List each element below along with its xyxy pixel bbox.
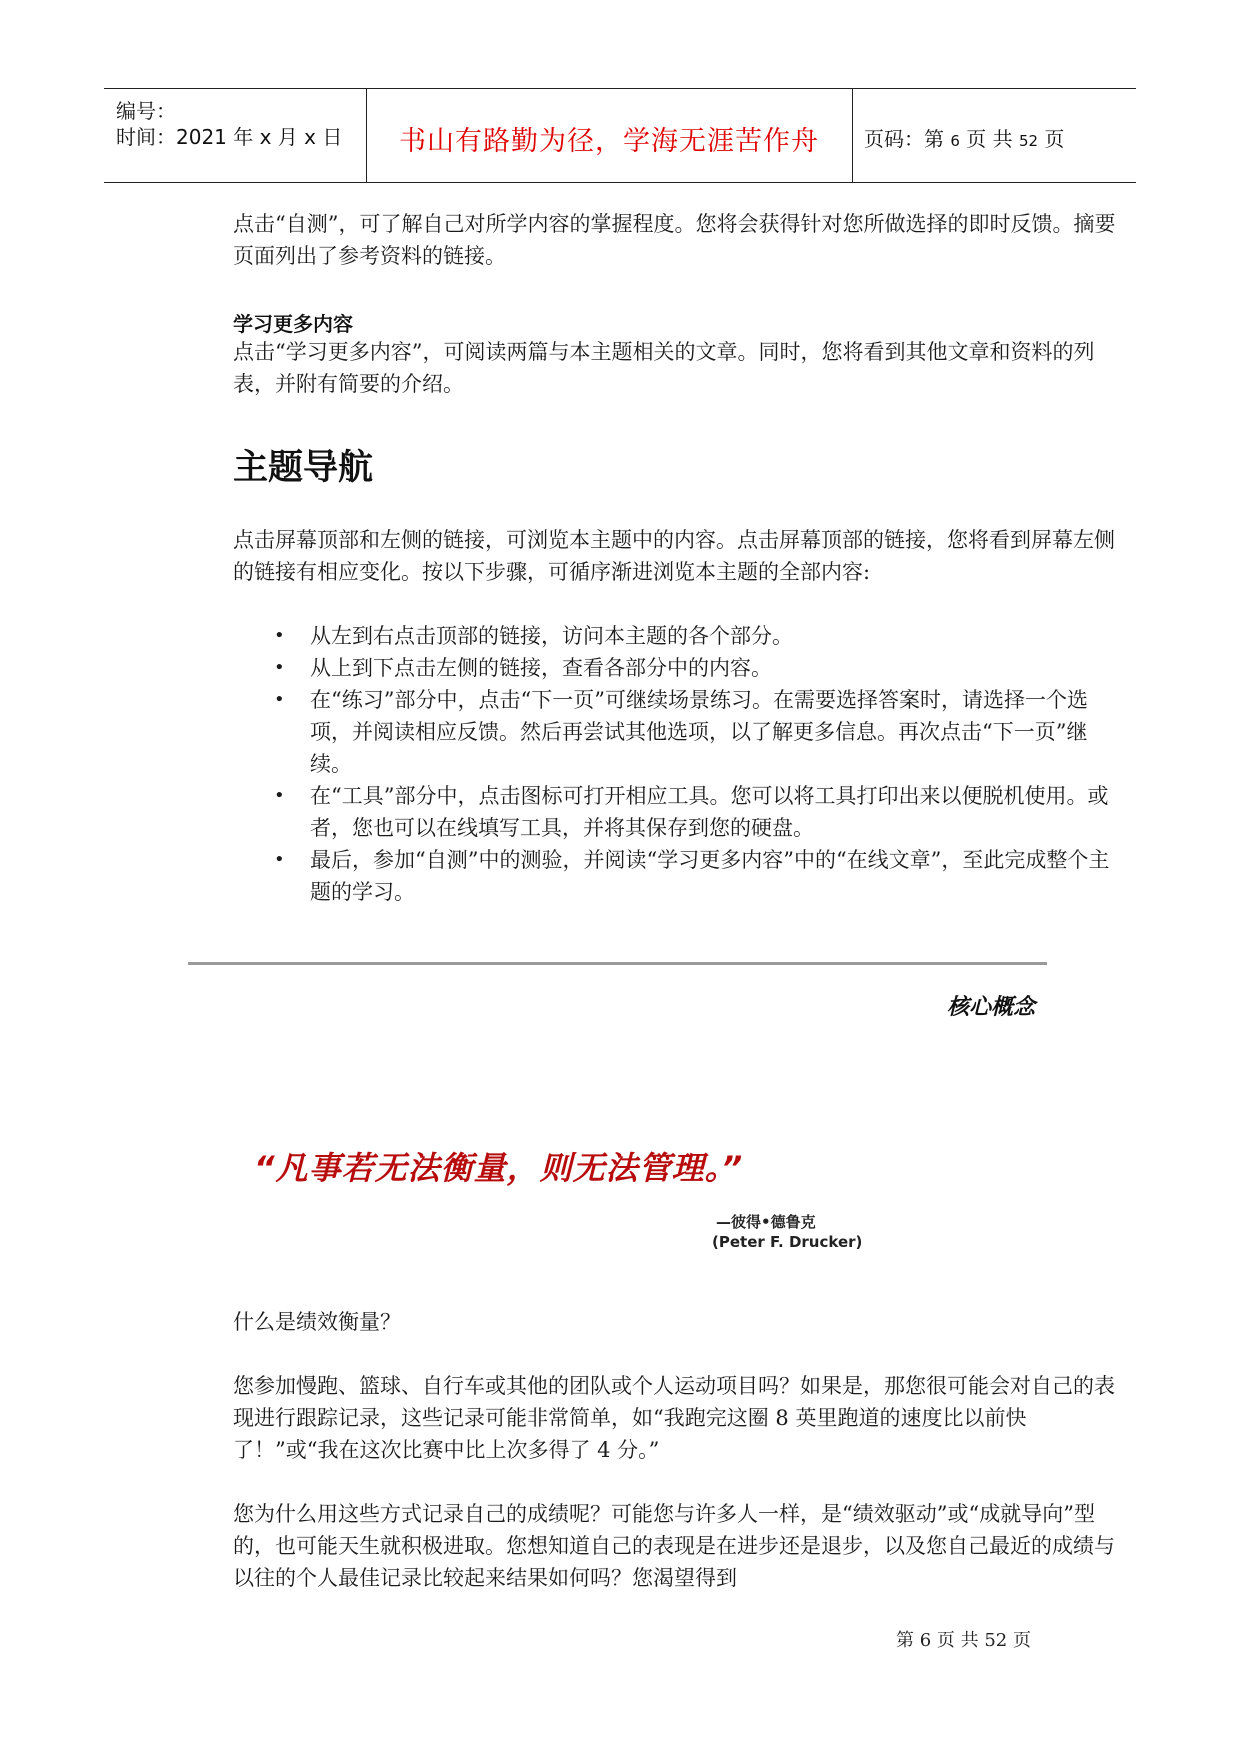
article-question: 什么是绩效衡量？ bbox=[233, 1310, 401, 1334]
step-text: 从左到右点击顶部的链接，访问本主题的各个部分。 bbox=[310, 624, 793, 648]
learn-more-heading: 学习更多内容 bbox=[233, 312, 353, 336]
quote-attribution-en: (Peter F. Drucker) bbox=[712, 1233, 863, 1251]
self-test-paragraph: 点击“自测”，可了解自己对所学内容的掌握程度。您将会获得针对您所做选择的即时反馈。摘要页面列出了参考资料的链接。 bbox=[233, 212, 1116, 268]
header-motto-cell bbox=[366, 89, 853, 182]
article-paragraph-1: 您参加慢跑、篮球、自行车或其他的团队或个人运动项目吗？如果是，那您很可能会对自己的表现进行跟踪记录，这些记录可能非常简单，如“我跑完这圈 8 英里跑道的速度比以前快了！”或“我在这次比赛中比上次多得了 4 分。” bbox=[233, 1374, 1115, 1462]
step-text: 从上到下点击左侧的链接，查看各部分中的内容。 bbox=[310, 656, 772, 680]
drucker-quote: “凡事若无法衡量，则无法管理。” bbox=[254, 1149, 744, 1187]
document-number-label: 编号： bbox=[116, 99, 176, 123]
header-meta-cell bbox=[104, 89, 367, 182]
step-text: 在“工具”部分中，点击图标可打开相应工具。您可以将工具打印出来以便脱机使用。或者，您也可以在线填写工具，并将其保存到您的硬盘。 bbox=[310, 784, 1109, 840]
section-title: 主题导航 bbox=[233, 448, 374, 488]
core-concept-label: 核心概念 bbox=[946, 995, 1035, 1020]
list-item bbox=[274, 620, 1124, 652]
list-item bbox=[274, 780, 1124, 844]
step-text: 在“练习”部分中，点击“下一页”可继续场景练习。在需要选择答案时，请选择一个选项，并阅读相应反馈。然后再尝试其他选项，以了解更多信息。再次点击“下一页”继续。 bbox=[310, 688, 1088, 776]
quote-attribution-cn: —彼得•德鲁克 bbox=[716, 1213, 816, 1231]
bullet-icon: • bbox=[274, 689, 285, 710]
section-divider bbox=[188, 962, 1047, 965]
step-text: 最后，参加“自测”中的测验，并阅读“学习更多内容”中的“在线文章”，至此完成整个主题的学习。 bbox=[310, 848, 1110, 904]
page-current: 6 bbox=[950, 132, 960, 150]
bullet-icon: • bbox=[274, 849, 285, 870]
steps-list bbox=[274, 620, 1124, 908]
bullet-icon: • bbox=[274, 625, 285, 646]
document-date: 时间：2021 年 x 月 x 日 bbox=[116, 125, 343, 149]
page-mid: 页 共 bbox=[959, 127, 1019, 151]
navigation-paragraph: 点击屏幕顶部和左侧的链接，可浏览本主题中的内容。点击屏幕顶部的链接，您将看到屏幕左侧的链接有相应变化。按以下步骤，可循序渐进浏览本主题的全部内容: bbox=[233, 528, 1115, 584]
page-total: 52 bbox=[1018, 132, 1039, 150]
list-item bbox=[274, 684, 1124, 780]
page-suffix: 页 bbox=[1038, 127, 1065, 151]
learn-more-paragraph: 点击“学习更多内容”，可阅读两篇与本主题相关的文章。同时，您将看到其他文章和资料的列表，并附有简要的介绍。 bbox=[233, 340, 1095, 396]
header-page-number bbox=[864, 123, 1064, 152]
list-item bbox=[274, 844, 1124, 908]
header-motto: 书山有路勤为径，学海无涯苦作舟 bbox=[399, 126, 819, 157]
page-footer: 第 6 页 共 52 页 bbox=[896, 1630, 1031, 1651]
page-prefix: 页码：第 bbox=[864, 127, 951, 151]
article-paragraph-2: 您为什么用这些方式记录自己的成绩呢？可能您与许多人一样，是“绩效驱动”或“成就导向”型的，也可能天生就积极进取。您想知道自己的表现是在进步还是退步，以及您自己最近的成绩与以往的个人最佳记录比较起来结果如何吗？您渴望得到 bbox=[233, 1502, 1115, 1590]
bullet-icon: • bbox=[274, 657, 285, 678]
list-item bbox=[274, 652, 1124, 684]
page-header bbox=[104, 88, 1136, 183]
bullet-icon: • bbox=[274, 785, 285, 806]
header-page-cell bbox=[852, 89, 1136, 182]
